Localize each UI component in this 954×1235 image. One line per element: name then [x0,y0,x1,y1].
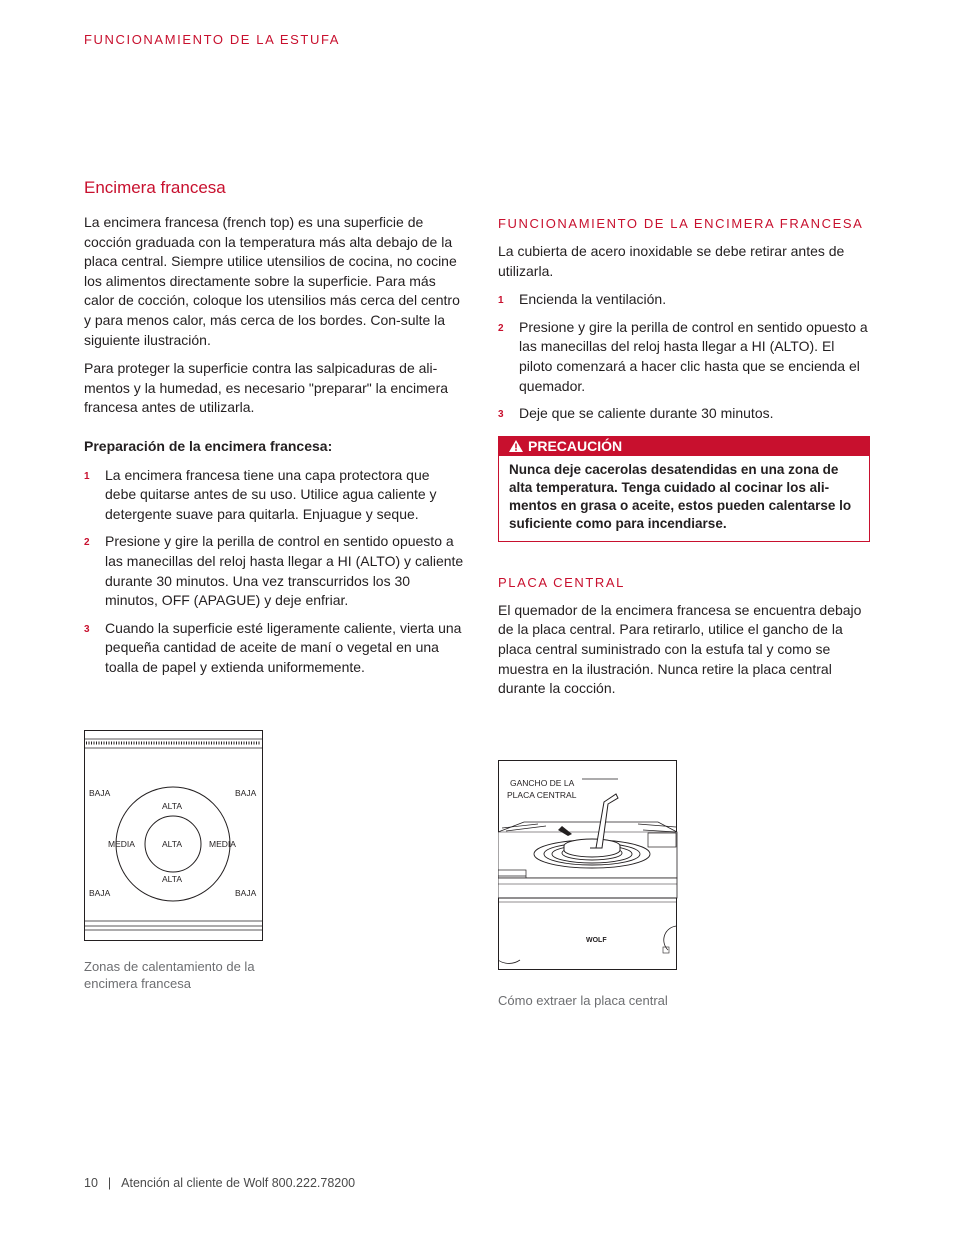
zone-label-alta: ALTA [162,874,182,884]
step-number: 1 [84,470,90,482]
caution-box [498,436,870,542]
zone-label-media: MEDIA [209,839,236,849]
center-plate-text: El quemador de la encimera francesa se encuentra debajo de la placa central. Para retirarlo, utilice el gancho de la placa central suministrado con la estufa tal y como se muestra en la ilustración. Nunca retire la placa central durante la cocción. [498,601,862,697]
hook-label-line2: PLACA CENTRAL [507,790,577,800]
intro-paragraph-2: Para proteger la superficie contra las salpicaduras de ali-mentos y la humedad, es necesario "preparar" la encimera francesa antes de utilizarla. [84,360,449,416]
heating-zones-figure [84,730,274,992]
prep-step [84,619,464,678]
zone-label-baja: BAJA [235,888,257,898]
page-footer [84,1176,355,1190]
step-text: Cuando la superficie esté ligeramente caliente, vierta una pequeña cantidad de aceite de maní o vegetal en una toalla de papel y extienda uniformemente. [105,619,462,675]
zone-label-media: MEDIA [108,839,135,849]
zone-label-baja: BAJA [235,788,257,798]
intro-paragraph-1: La encimera francesa (french top) es una superficie de cocción graduada con la temperatura más alta debajo de la placa central. Siempre utilice utensilios de cocina, no cocine los alimentos directamente sobre la superficie. Para más calor de cocción, coloque los utensilios más cerca del centro y para menos calor, más cerca de los bordes. Con-sulte la siguiente ilustración. [84,214,460,348]
step-number: 3 [498,409,504,421]
prep-steps-list [84,466,464,678]
step-text: Encienda la ventilación. [519,291,667,308]
operation-step [498,404,870,424]
zone-label-alta: ALTA [162,839,182,849]
step-number: 2 [498,322,504,334]
section-title: Encimera francesa [84,178,226,197]
left-column [84,213,464,685]
heating-zones-caption: Zonas de calentamiento de la encimera francesa [84,959,255,991]
step-text: La encimera francesa tiene una capa protectora que debe quitarse antes de su uso. Utilice agua caliente y detergente suave para quitarla. Enjuague y seque. [105,466,437,522]
prep-step [84,532,464,610]
step-text: Presione y gire la perilla de control en sentido opuesto a las manecillas del reloj hasta llegar a HI (ALTO) y caliente durante 30 minutos. Una vez transcurridos los 30 minutos, OFF (APAGUE) y deje enfriar. [105,533,464,609]
step-text: Deje que se caliente durante 30 minutos. [519,405,774,422]
step-text: Presione y gire la perilla de control en sentido opuesto a las manecillas del reloj hasta llegar a HI (ALTO). El piloto comenzará a hacer clic hasta que se encienda el quemador. [519,318,868,394]
footer-separator: | [107,1176,112,1190]
page-number: 10 [84,1176,98,1190]
operation-step [498,290,870,310]
prep-title: Preparación de la encimera francesa: [84,437,333,454]
hook-label-line1: GANCHO DE LA [510,778,575,788]
brand-logo-text: WOLF [586,937,607,944]
center-plate-figure [498,760,678,1009]
heating-zones-diagram [84,730,264,942]
zone-label-baja: BAJA [89,788,111,798]
customer-service-text: Atención al cliente de Wolf 800.222.78200 [121,1176,356,1190]
step-number: 1 [498,295,504,307]
step-number: 3 [84,623,90,635]
operation-steps-list [498,290,870,424]
caution-title: PRECAUCIÓN [528,437,623,454]
prep-step [84,466,464,525]
step-number: 2 [84,537,90,549]
zone-label-alta: ALTA [162,801,182,811]
right-column [498,213,870,699]
operation-step [498,318,870,396]
operation-intro: La cubierta de acero inoxidable se debe retirar antes de utilizarla. [498,243,845,279]
zone-label-baja: BAJA [89,888,111,898]
center-plate-illustration [498,760,678,972]
page-header: FUNCIONAMIENTO DE LA ESTUFA [84,32,341,47]
warning-icon [509,440,523,452]
operation-title: FUNCIONAMIENTO DE LA ENCIMERA FRANCESA [498,216,864,231]
center-plate-caption: Cómo extraer la placa central [498,993,668,1008]
caution-text: Nunca deje cacerolas desatendidas en una zona de alta temperatura. Tenga cuidado al cocinar los ali-mentos en grasa o aceite, estos pueden calentarse lo suficiente como para incendiarse. [509,461,852,531]
caution-header [499,437,869,456]
center-plate-title: PLACA CENTRAL [498,574,626,590]
